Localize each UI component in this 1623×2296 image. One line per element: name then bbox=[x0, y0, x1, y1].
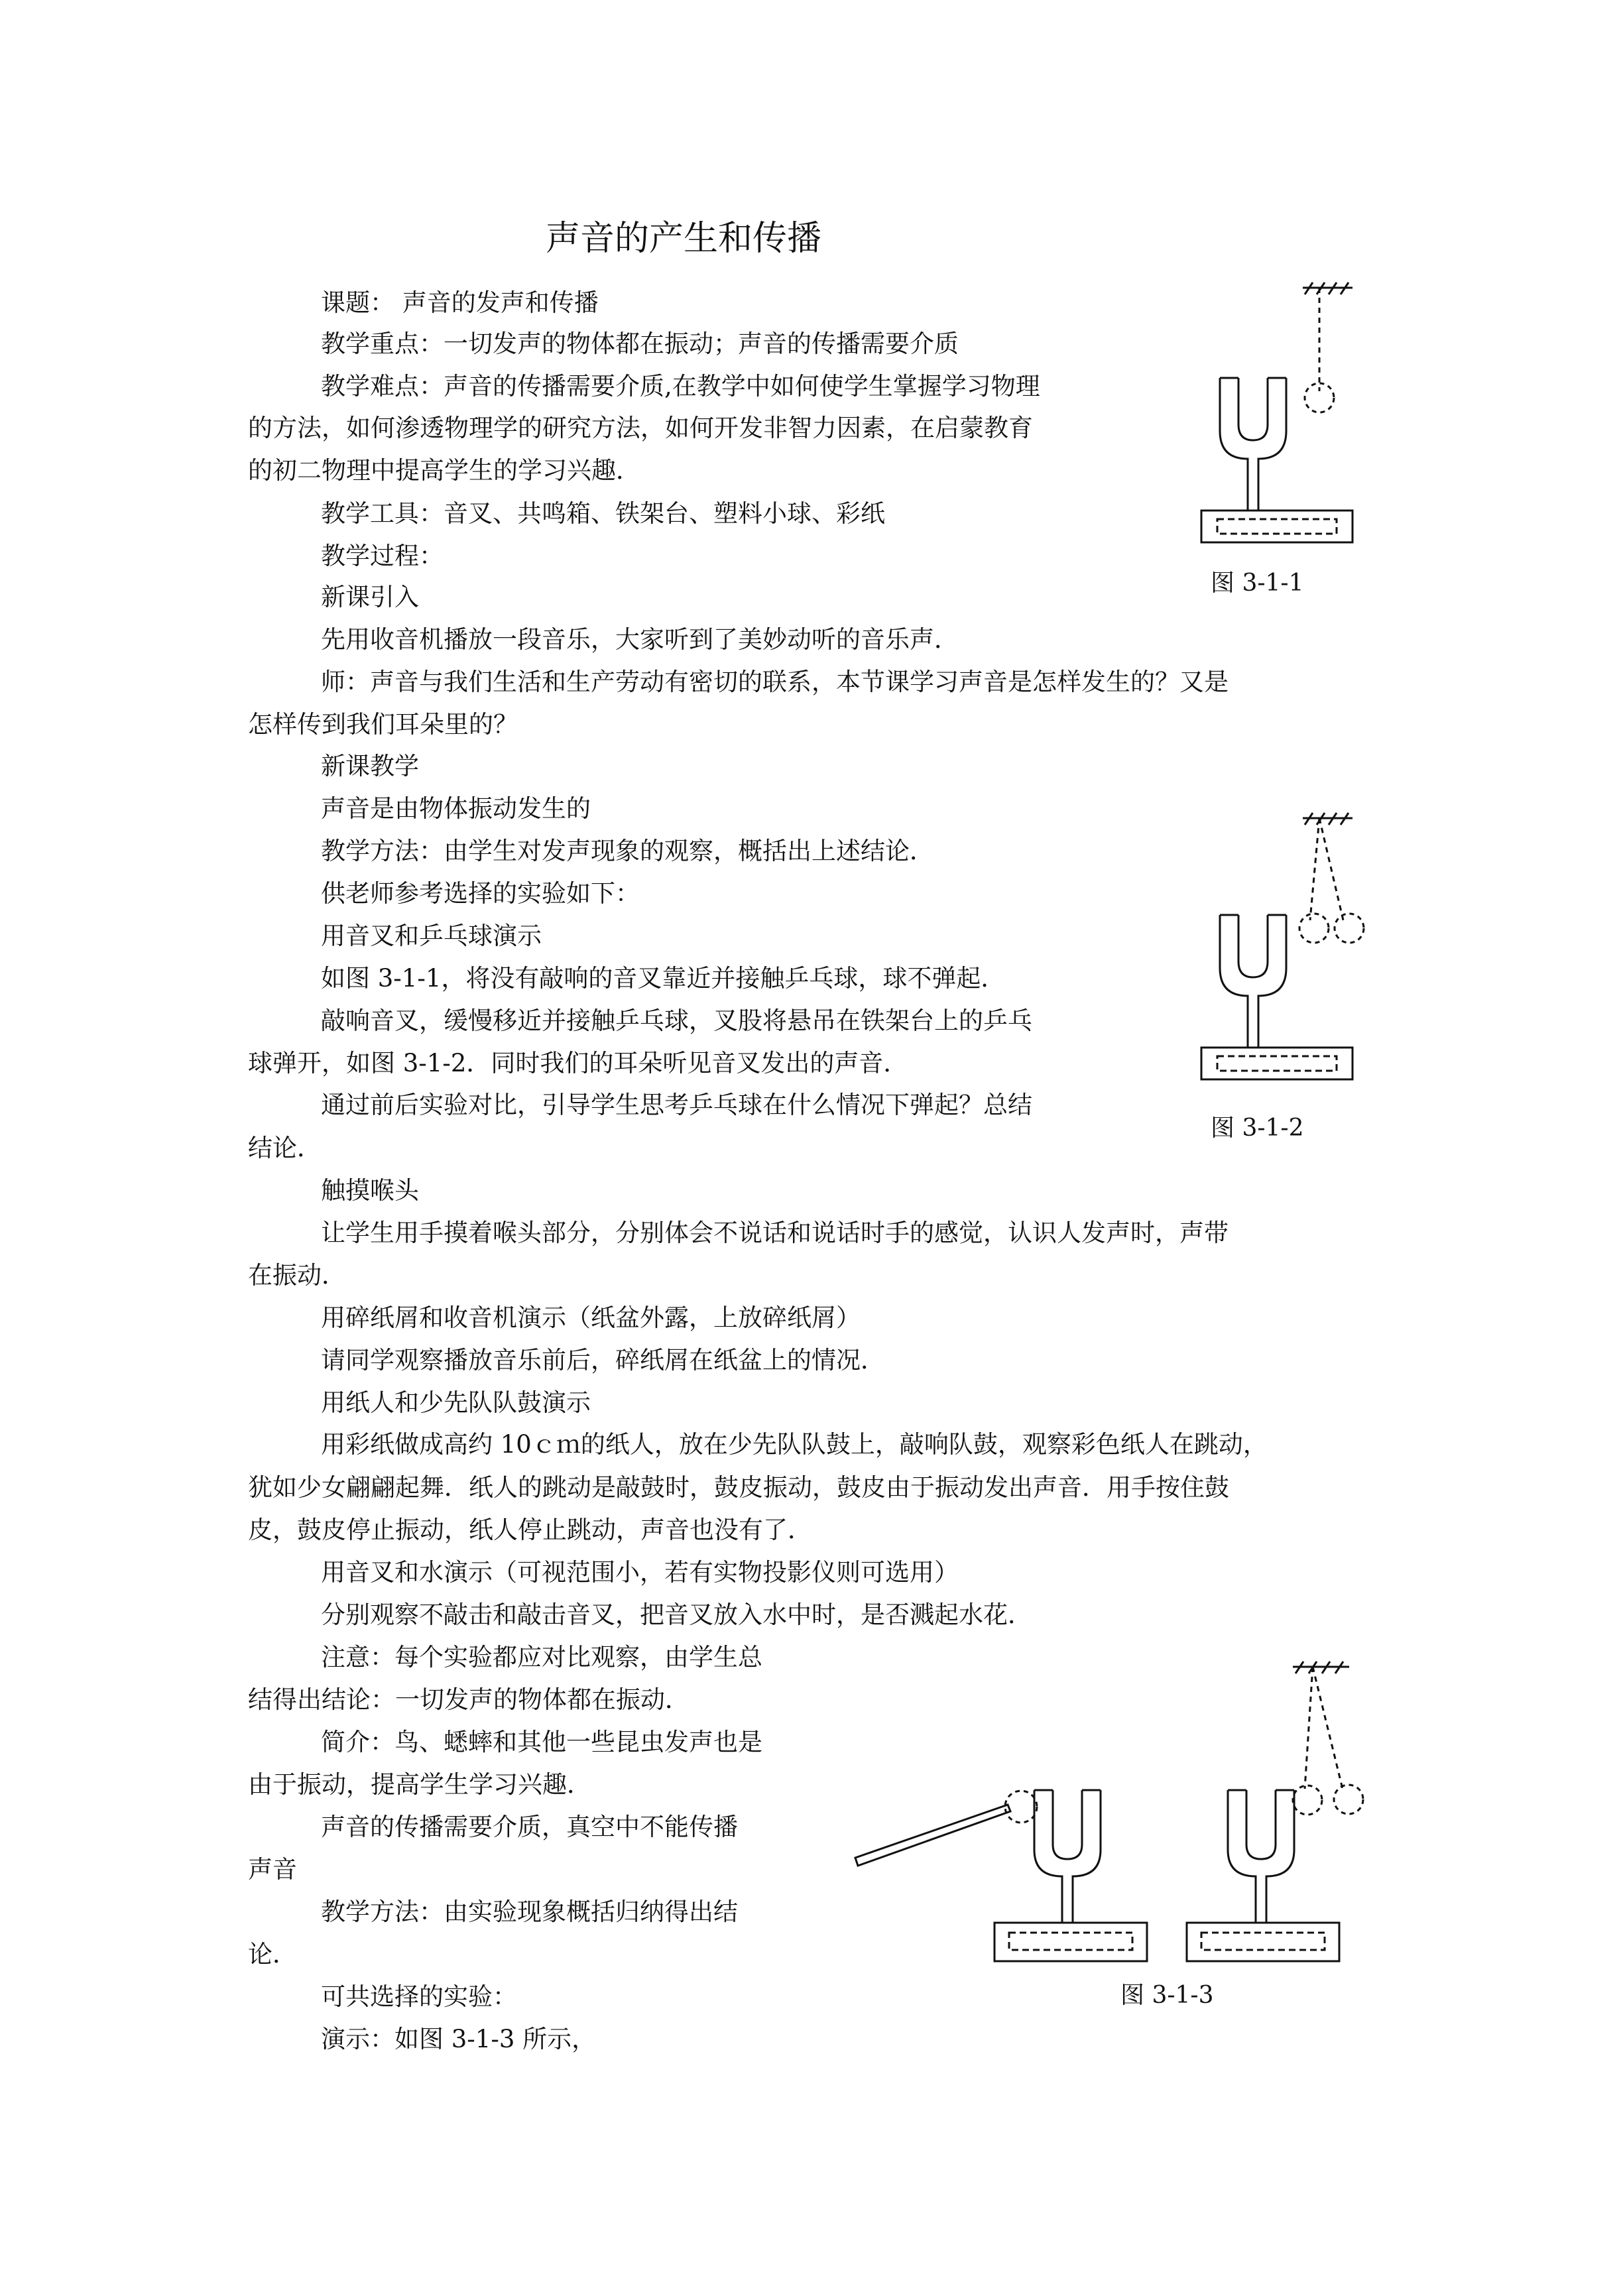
text-line: 由于振动，提高学生学习兴趣． bbox=[248, 1770, 591, 1799]
text-line: 声音 bbox=[248, 1855, 297, 1884]
text-line: 用碎纸屑和收音机演示（纸盆外露，上放碎纸屑） bbox=[321, 1303, 861, 1332]
resonance-box-left bbox=[994, 1923, 1147, 1961]
resonance-box-left-cavity bbox=[1009, 1933, 1132, 1950]
figure-caption: 图 3-1-1 bbox=[1211, 570, 1304, 597]
text-line: 结论． bbox=[248, 1134, 322, 1162]
text-line: 声音是由物体振动发生的 bbox=[321, 794, 591, 823]
text-line: 的方法，如何渗透物理学的研究方法，如何开发非智力因素，在启蒙教育 bbox=[248, 414, 1033, 442]
tuning-fork-left bbox=[1034, 1790, 1101, 1923]
text-line: 师：声音与我们生活和生产劳动有密切的联系，本节课学习声音是怎样发生的？又是 bbox=[321, 668, 1229, 696]
resonance-box bbox=[1201, 1048, 1352, 1079]
suspension-thread bbox=[1310, 818, 1319, 920]
tuning-fork-right bbox=[1228, 1790, 1294, 1923]
text-line: 先用收音机播放一段音乐，大家听到了美妙动听的音乐声． bbox=[321, 625, 959, 654]
text-line: 分别观察不敲击和敲击音叉，把音叉放入水中时，是否溅起水花． bbox=[321, 1601, 1032, 1629]
text-line: 触摸喉头 bbox=[321, 1176, 419, 1205]
text-line: 让学生用手摸着喉头部分，分别体会不说话和说话时手的感觉，认识人发声时，声带 bbox=[321, 1219, 1229, 1247]
resonance-box-cavity bbox=[1217, 1056, 1337, 1071]
ping-pong-ball bbox=[1293, 1785, 1322, 1815]
ping-pong-ball-deflected bbox=[1334, 1785, 1363, 1814]
text-line: 注意：每个实验都应对比观察，由学生总 bbox=[321, 1643, 762, 1671]
support-stand-hatch bbox=[1303, 282, 1352, 294]
text-line: 声音的传播需要介质，真空中不能传播 bbox=[321, 1813, 738, 1841]
text-line: 如图 3-1-1，将没有敲响的音叉靠近并接触乒乓球，球不弹起． bbox=[321, 964, 1006, 993]
figure-3-1-1 bbox=[1187, 278, 1366, 557]
text-line: 请同学观察播放音乐前后，碎纸屑在纸盆上的情况． bbox=[321, 1346, 885, 1374]
figure-3-1-3 bbox=[842, 1658, 1386, 1976]
text-line: 球弹开，如图 3-1-2．同时我们的耳朵听见音叉发出的声音． bbox=[248, 1049, 908, 1077]
text-line: 供老师参考选择的实验如下： bbox=[321, 879, 640, 908]
text-line: 简介：鸟、蟋蟀和其他一些昆虫发声也是 bbox=[321, 1728, 762, 1756]
text-line: 教学方法：由实验现象概括归纳得出结 bbox=[321, 1898, 738, 1926]
text-line: 的初二物理中提高学生的学习兴趣． bbox=[248, 456, 640, 485]
text-line: 新课教学 bbox=[321, 752, 419, 780]
text-line: 在振动． bbox=[248, 1261, 346, 1290]
support-stand-hatch bbox=[1303, 813, 1352, 825]
text-line: 用纸人和少先队队鼓演示 bbox=[321, 1388, 591, 1417]
striking-rod bbox=[855, 1805, 1010, 1866]
ping-pong-ball-deflected bbox=[1335, 914, 1364, 943]
text-line: 敲响音叉，缓慢移近并接触乒乓球，叉股将悬吊在铁架台上的乒乓 bbox=[321, 1006, 1032, 1035]
text-line: 犹如少女翩翩起舞．纸人的跳动是敲鼓时，鼓皮振动，鼓皮由于振动发出声音．用手按住鼓 bbox=[248, 1473, 1229, 1502]
text-line: 怎样传到我们耳朵里的？ bbox=[248, 710, 518, 739]
ping-pong-ball bbox=[1299, 914, 1329, 943]
figure-caption: 图 3-1-3 bbox=[1120, 1982, 1214, 2009]
text-line: 用音叉和乒乓球演示 bbox=[321, 922, 542, 950]
text-line: 结得出结论：一切发声的物体都在振动． bbox=[248, 1685, 690, 1714]
figure-3-1-2 bbox=[1187, 809, 1379, 1101]
striker-head bbox=[1005, 1791, 1037, 1823]
resonance-box-cavity bbox=[1217, 519, 1337, 534]
text-line: 演示：如图 3-1-3 所示， bbox=[321, 2025, 597, 2053]
text-line: 教学方法：由学生对发声现象的观察，概括出上述结论． bbox=[321, 837, 934, 865]
tuning-fork bbox=[1220, 915, 1286, 1048]
text-line: 课题： 声音的发声和传播 bbox=[321, 288, 599, 317]
text-line: 新课引入 bbox=[321, 583, 419, 611]
text-line: 通过前后实验对比，引导学生思考乒乓球在什么情况下弹起？总结 bbox=[321, 1091, 1032, 1119]
tuning-fork bbox=[1220, 378, 1286, 511]
suspension-thread bbox=[1305, 1667, 1313, 1789]
resonance-box-right-cavity bbox=[1201, 1933, 1325, 1950]
text-line: 用音叉和水演示（可视范围小，若有实物投影仪则可选用） bbox=[321, 1558, 959, 1587]
resonance-box bbox=[1201, 511, 1352, 542]
text-line: 用彩纸做成高约 10ｃｍ的纸人，放在少先队队鼓上，敲响队鼓，观察彩色纸人在跳动， bbox=[321, 1430, 1268, 1459]
figure-caption: 图 3-1-2 bbox=[1211, 1115, 1304, 1142]
text-line: 可共选择的实验： bbox=[321, 1982, 517, 2011]
text-line: 教学重点：一切发声的物体都在振动；声音的传播需要介质 bbox=[321, 330, 959, 358]
page-title: 声音的产生和传播 bbox=[546, 219, 822, 259]
text-line: 论． bbox=[248, 1940, 297, 1968]
text-line: 教学过程： bbox=[321, 542, 444, 570]
support-stand-hatch bbox=[1293, 1662, 1349, 1673]
text-line: 教学工具：音叉、共鸣箱、铁架台、塑料小球、彩纸 bbox=[321, 499, 885, 528]
suspension-thread-deflected bbox=[1313, 1667, 1343, 1789]
text-line: 皮，鼓皮停止振动，纸人停止跳动，声音也没有了． bbox=[248, 1516, 812, 1544]
text-line: 教学难点：声音的传播需要介质,在教学中如何使学生掌握学习物理 bbox=[321, 372, 1040, 400]
suspension-thread-deflected bbox=[1319, 818, 1343, 920]
resonance-box-right bbox=[1187, 1923, 1339, 1961]
